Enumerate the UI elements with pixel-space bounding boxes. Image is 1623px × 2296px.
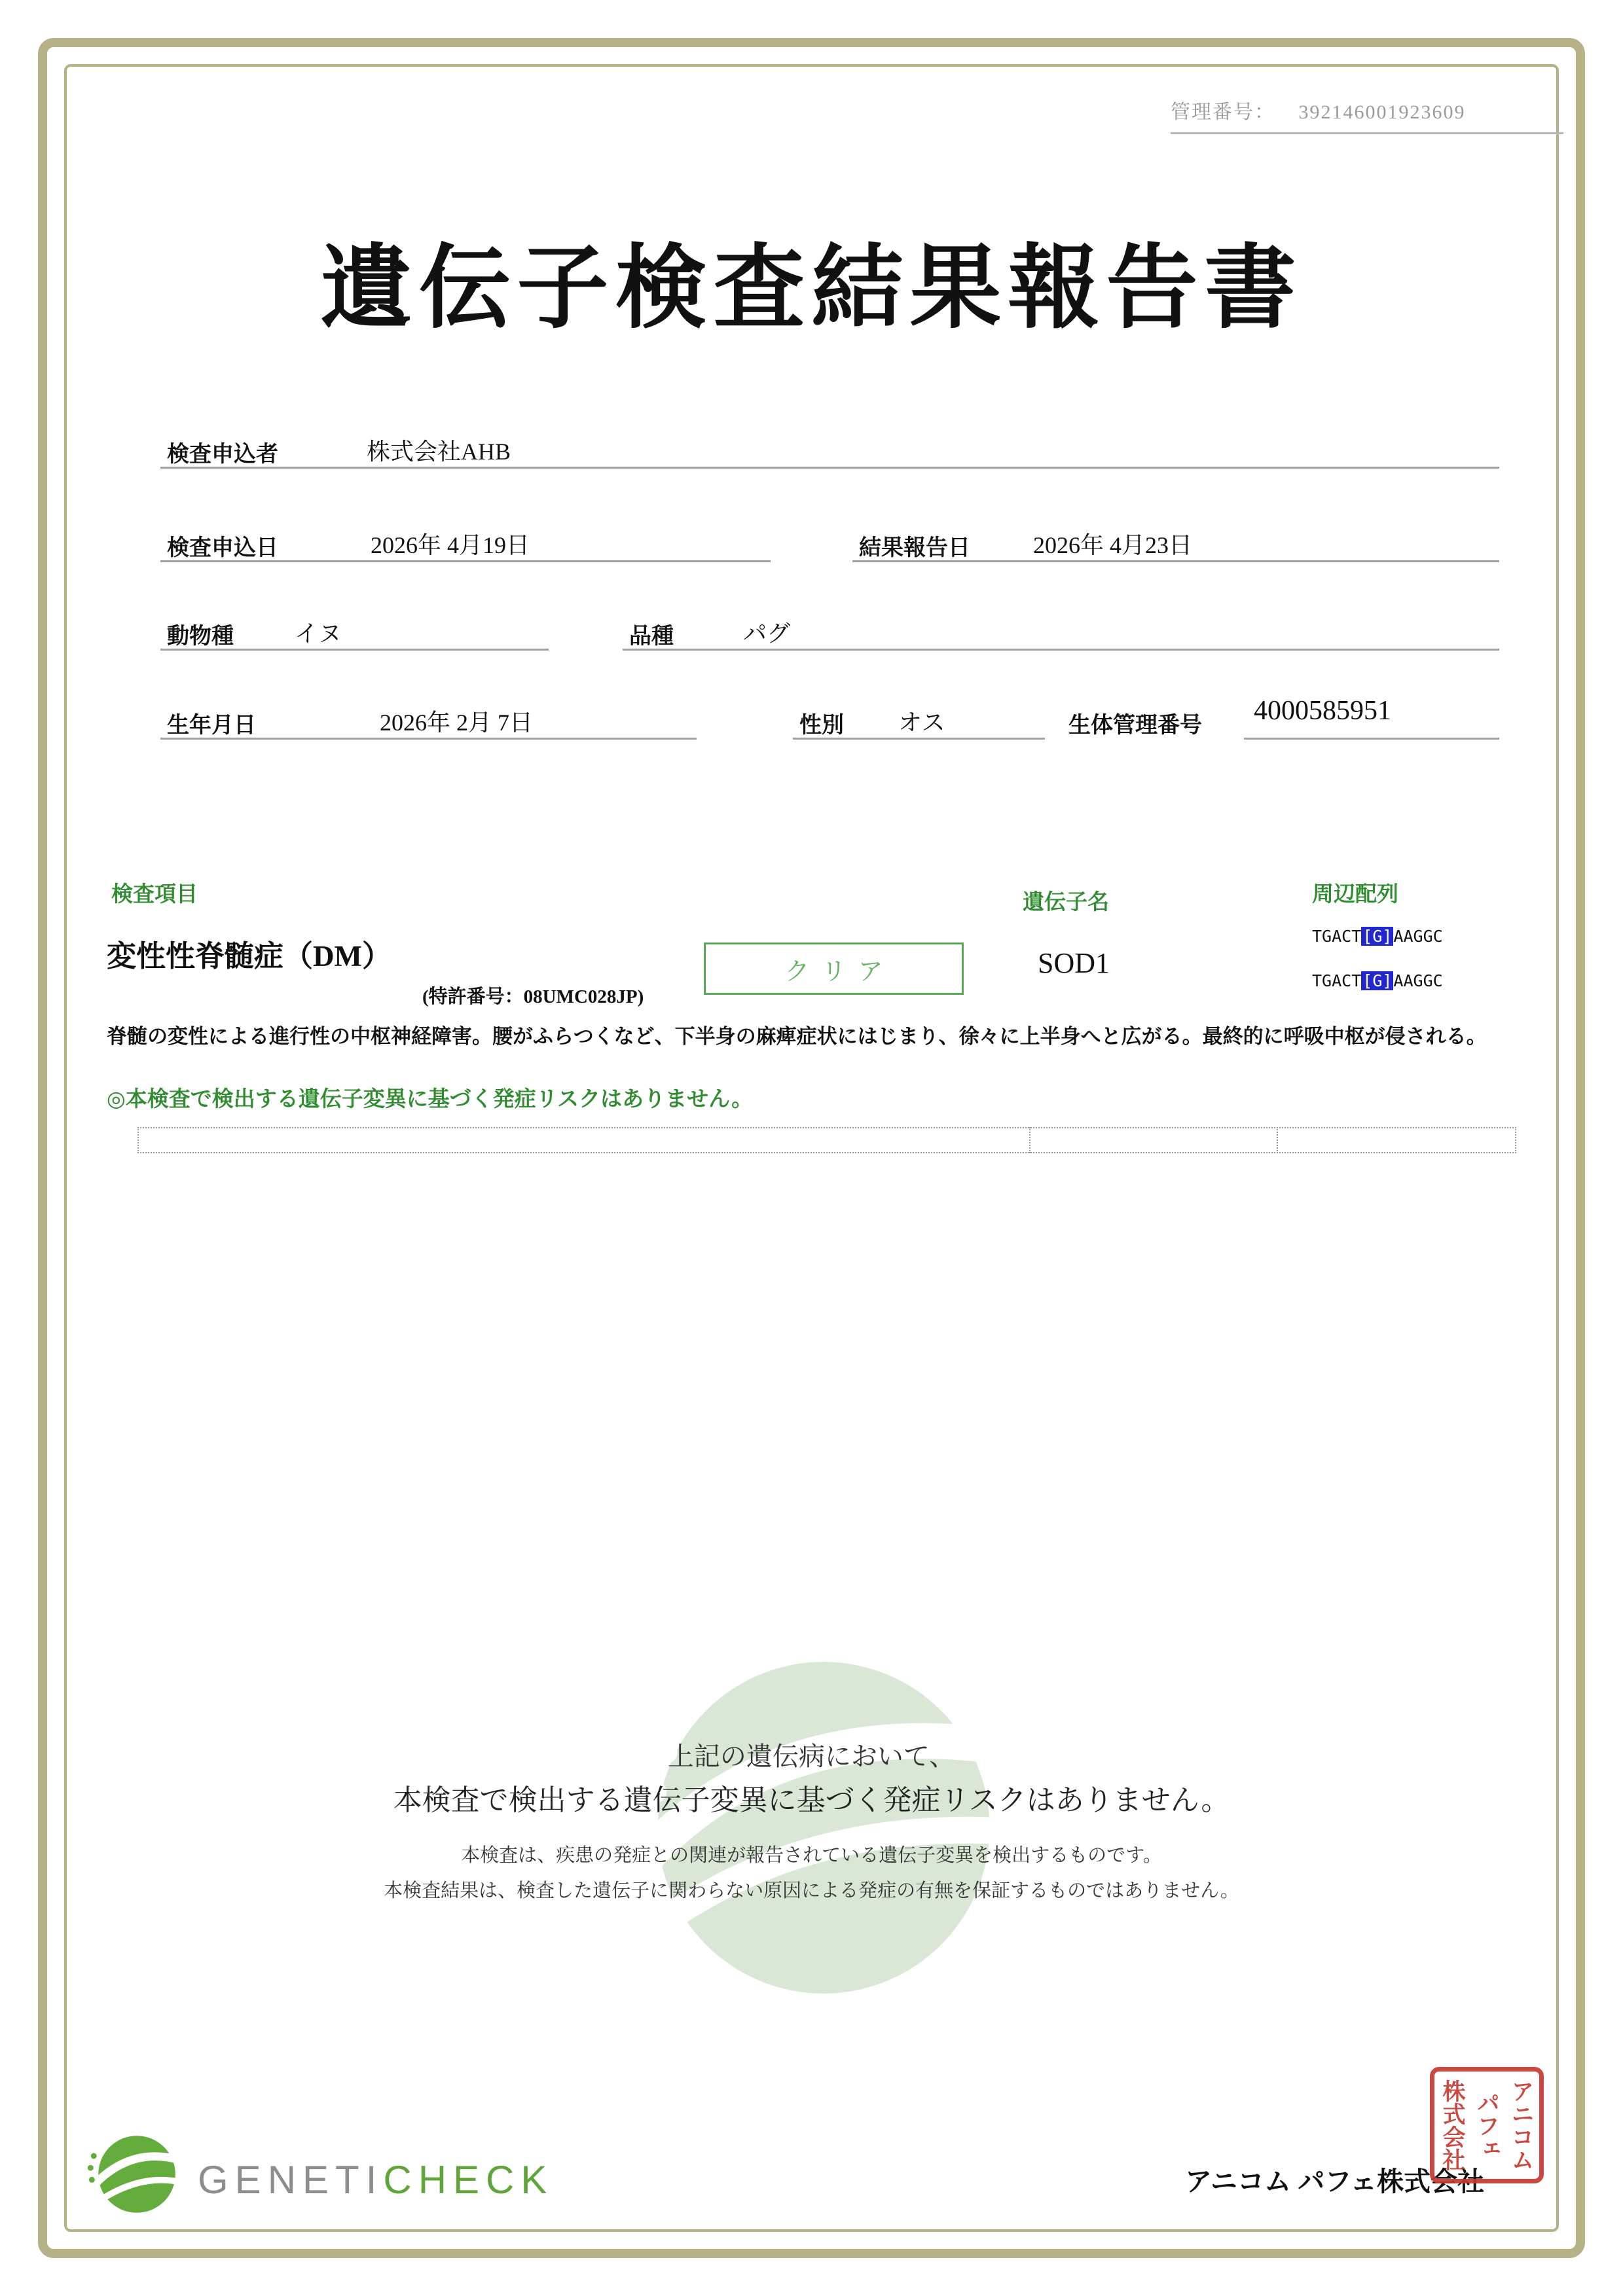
summary-note-2: 本検査結果は、検査した遺伝子に関わらない原因による発症の有無を保証するものではありません。 <box>384 1880 1239 1901</box>
test-result-badge <box>704 942 964 995</box>
disease-name: 変性性脊髄症（DM） <box>107 940 392 973</box>
animal-id-value: 4000585951 <box>1254 696 1391 726</box>
disease-description: 脊髄の変性による進行性の中枢神経障害。腰がふらつくなど、下半身の麻痺症状にはじまり、徐々に上半身へと広がる。最終的に呼吸中枢が侵される。 <box>107 1025 1487 1048</box>
seal-column-3: 株式会社 <box>1440 2079 1465 2171</box>
species-label: 動物種 <box>167 624 234 649</box>
sequence-suffix: AAGGC <box>1393 971 1443 990</box>
wordmark-geneti: GENETI <box>198 2158 384 2202</box>
sequence-prefix: TGACT <box>1312 927 1362 946</box>
management-number-label: 管理番号： <box>1171 101 1275 123</box>
sequence-allele: [G] <box>1362 927 1393 946</box>
gene-name-header: 遺伝子名 <box>1023 891 1109 914</box>
geneticheck-wordmark <box>198 2157 553 2202</box>
sequence-line-2 <box>1312 971 1443 990</box>
underline-breed <box>623 649 1499 651</box>
risk-note: ◎本検査で検出する遺伝子変異に基づく発症リスクはありません。 <box>107 1088 754 1111</box>
sequence-prefix: TGACT <box>1312 971 1362 990</box>
seal-column-2: パフェ <box>1474 2090 1500 2160</box>
company-seal-stamp <box>1430 2067 1544 2183</box>
summary-note-1: 本検査は、疾患の発症との関連が報告されている遺伝子変異を検出するものです。 <box>461 1845 1162 1866</box>
applicant-value: 株式会社AHB <box>367 439 511 465</box>
application-date-value: 2026年 4月19日 <box>371 532 530 558</box>
underline-animal-id <box>1244 738 1499 740</box>
management-number <box>1171 96 1563 134</box>
geneticheck-logo-icon <box>86 2128 178 2223</box>
animal-id-label: 生体管理番号 <box>1068 713 1202 738</box>
underline-applicant <box>160 467 1499 469</box>
test-item-header: 検査項目 <box>111 883 198 906</box>
report-date-value: 2026年 4月23日 <box>1033 532 1193 558</box>
report-title: 遺伝子検査結果報告書 <box>320 238 1303 340</box>
birthdate-value: 2026年 2月 7日 <box>380 709 534 736</box>
test-result-label: クリア <box>784 958 895 986</box>
watermark-sphere-icon <box>642 1649 998 2006</box>
sequence-line-1 <box>1312 927 1443 946</box>
table-bottom-row <box>137 1127 1516 1153</box>
management-number-value: 392146001923609 <box>1298 101 1466 123</box>
sequence-allele: [G] <box>1362 971 1393 990</box>
breed-label: 品種 <box>629 624 674 649</box>
company-name: アニコム パフェ株式会社 <box>1185 2166 1485 2197</box>
sex-label: 性別 <box>799 713 844 738</box>
sex-value: オス <box>898 709 945 736</box>
table-column-divider <box>1029 1127 1030 1153</box>
report-date-label: 結果報告日 <box>859 536 970 560</box>
patent-number: (特許番号：08UMC028JP) <box>422 986 644 1007</box>
watermark-logo <box>642 1649 998 2009</box>
summary-line-2: 本検査で検出する遺伝子変異に基づく発症リスクはありません。 <box>393 1784 1230 1816</box>
birthdate-label: 生年月日 <box>167 713 256 738</box>
species-value: イヌ <box>295 620 342 647</box>
wordmark-check: CHECK <box>383 2158 554 2202</box>
sequence-suffix: AAGGC <box>1393 927 1443 946</box>
applicant-label: 検査申込者 <box>167 442 278 467</box>
application-date-label: 検査申込日 <box>167 536 278 560</box>
breed-value: パグ <box>743 620 791 647</box>
table-column-divider <box>1277 1127 1278 1153</box>
summary-line-1: 上記の遺伝病において、 <box>667 1742 956 1771</box>
dna-sphere-icon <box>86 2128 178 2220</box>
sequence-header: 周辺配列 <box>1312 883 1398 906</box>
gene-name: SOD1 <box>1038 947 1110 979</box>
seal-column-1: アニコム <box>1508 2079 1534 2171</box>
